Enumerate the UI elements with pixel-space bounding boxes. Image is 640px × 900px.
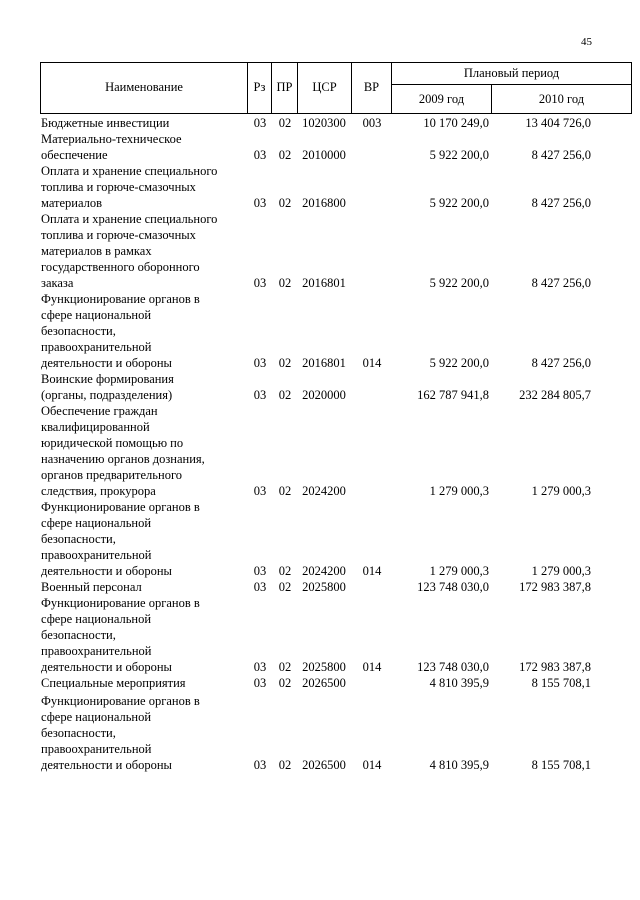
row-value-2009: 4 810 395,9 [429, 676, 489, 690]
table-row [40, 211, 632, 291]
row-name-line: обеспечение [41, 148, 108, 162]
row-rz: 03 [253, 484, 267, 498]
row-pr: 02 [278, 356, 292, 370]
row-pr: 02 [278, 196, 292, 210]
row-name-line: Функционирование органов в [41, 694, 200, 708]
row-name-line: правоохранительной [41, 548, 152, 562]
row-name-line: безопасности, [41, 726, 116, 740]
row-name-line: деятельности и обороны [41, 660, 172, 674]
row-name-line: деятельности и обороны [41, 564, 172, 578]
row-name-line: назначению органов дознания, [41, 452, 205, 466]
row-name-line: заказа [41, 276, 74, 290]
row-csr: 2025800 [302, 660, 346, 674]
row-rz: 03 [253, 758, 267, 772]
header-pr: ПР [276, 80, 293, 94]
row-name-line: материалов в рамках [41, 244, 152, 258]
table-row [40, 693, 632, 773]
row-name [40, 371, 246, 403]
row-pr: 02 [278, 758, 292, 772]
row-name [40, 131, 246, 163]
header-year-2009: 2009 год [418, 91, 465, 106]
row-value-2010: 8 427 256,0 [531, 356, 591, 370]
row-value-2010: 172 983 387,8 [519, 580, 591, 594]
header-bottom-border [40, 113, 632, 114]
row-rz: 03 [253, 676, 267, 690]
row-rz: 03 [253, 564, 267, 578]
table-row [40, 579, 632, 595]
row-value-2010: 8 427 256,0 [531, 148, 591, 162]
row-value-2010: 8 155 708,1 [531, 758, 591, 772]
row-name-line: сфере национальной [41, 710, 152, 724]
row-name [40, 291, 246, 371]
row-csr: 2016800 [302, 196, 346, 210]
row-name-line: сфере национальной [41, 308, 152, 322]
row-name-line: Оплата и хранение специального [41, 164, 218, 178]
row-name-line: топлива и горюче-смазочных [41, 180, 196, 194]
row-name [40, 675, 246, 691]
row-value-2009: 5 922 200,0 [429, 276, 489, 290]
row-vr: 014 [362, 758, 382, 772]
header-year-2010: 2010 год [538, 91, 585, 106]
row-value-2009: 4 810 395,9 [429, 758, 489, 772]
row-vr: 003 [362, 116, 382, 130]
row-name-line: деятельности и обороны [41, 356, 172, 370]
row-name-line: деятельности и обороны [41, 758, 172, 772]
row-pr: 02 [278, 564, 292, 578]
row-rz: 03 [253, 388, 267, 402]
row-vr: 014 [362, 660, 382, 674]
row-rz: 03 [253, 116, 267, 130]
row-name-line: Материально-техническое [41, 132, 182, 146]
row-name-line: государственного оборонного [41, 260, 200, 274]
row-name-line: безопасности, [41, 324, 116, 338]
row-rz: 03 [253, 356, 267, 370]
row-value-2009: 10 170 249,0 [423, 116, 489, 130]
row-name-line: Военный персонал [41, 580, 142, 594]
row-value-2009: 162 787 941,8 [417, 388, 489, 402]
row-pr: 02 [278, 388, 292, 402]
table-row [40, 291, 632, 371]
row-name-line: правоохранительной [41, 742, 152, 756]
row-name-line: (органы, подразделения) [41, 388, 173, 402]
row-name [40, 579, 246, 595]
row-rz: 03 [253, 148, 267, 162]
header-name: Наименование [105, 80, 183, 94]
row-csr: 2025800 [302, 580, 346, 594]
row-name [40, 211, 246, 291]
table-row [40, 115, 632, 131]
row-value-2010: 13 404 726,0 [525, 116, 591, 130]
row-name [40, 595, 246, 675]
row-value-2010: 1 279 000,3 [531, 564, 591, 578]
row-name-line: материалов [41, 196, 103, 210]
row-name-line: Обеспечение граждан [41, 404, 158, 418]
row-name-line: Функционирование органов в [41, 500, 200, 514]
row-csr: 2016801 [302, 356, 346, 370]
row-name-line: безопасности, [41, 628, 116, 642]
table-row [40, 675, 632, 691]
row-rz: 03 [253, 660, 267, 674]
row-name-line: Бюджетные инвестиции [41, 116, 170, 130]
row-pr: 02 [278, 276, 292, 290]
row-name [40, 403, 246, 499]
row-name-line: квалифицированной [41, 420, 150, 434]
row-name [40, 499, 246, 579]
row-value-2009: 5 922 200,0 [429, 196, 489, 210]
row-value-2010: 172 983 387,8 [519, 660, 591, 674]
row-pr: 02 [278, 116, 292, 130]
row-name-line: сфере национальной [41, 612, 152, 626]
row-name-line: Специальные мероприятия [41, 676, 186, 690]
row-vr: 014 [362, 356, 382, 370]
table-row [40, 163, 632, 211]
row-value-2009: 5 922 200,0 [429, 148, 489, 162]
row-name-line: Функционирование органов в [41, 596, 200, 610]
row-value-2009: 123 748 030,0 [417, 660, 489, 674]
header-csr: ЦСР [312, 80, 337, 94]
row-value-2009: 1 279 000,3 [429, 564, 489, 578]
row-value-2010: 8 427 256,0 [531, 276, 591, 290]
row-name-line: правоохранительной [41, 340, 152, 354]
row-rz: 03 [253, 276, 267, 290]
row-name-line: топлива и горюче-смазочных [41, 228, 196, 242]
row-csr: 1020300 [302, 116, 346, 130]
row-name [40, 115, 246, 131]
row-value-2009: 123 748 030,0 [417, 580, 489, 594]
row-name-line: сфере национальной [41, 516, 152, 530]
row-rz: 03 [253, 196, 267, 210]
row-name-line: следствия, прокурора [41, 484, 156, 498]
row-csr: 2016801 [302, 276, 346, 290]
row-csr: 2026500 [302, 758, 346, 772]
header-right-border [631, 62, 632, 114]
row-name-line: правоохранительной [41, 644, 152, 658]
row-name-line: юридической помощью по [41, 436, 184, 450]
row-name [40, 693, 246, 773]
table-row [40, 403, 632, 499]
row-pr: 02 [278, 580, 292, 594]
row-value-2009: 1 279 000,3 [429, 484, 489, 498]
table-row [40, 499, 632, 579]
table-row [40, 371, 632, 403]
table-row [40, 131, 632, 163]
row-value-2010: 8 427 256,0 [531, 196, 591, 210]
row-name-line: Функционирование органов в [41, 292, 200, 306]
row-pr: 02 [278, 148, 292, 162]
row-csr: 2020000 [302, 388, 346, 402]
page-number: 45 [581, 36, 592, 48]
table-body [40, 115, 632, 773]
header-rz: Рз [253, 80, 266, 94]
row-csr: 2024200 [302, 484, 346, 498]
row-rz: 03 [253, 580, 267, 594]
row-value-2010: 1 279 000,3 [531, 484, 591, 498]
row-value-2010: 232 284 805,7 [519, 388, 591, 402]
row-pr: 02 [278, 676, 292, 690]
row-pr: 02 [278, 484, 292, 498]
row-name-line: безопасности, [41, 532, 116, 546]
row-name [40, 163, 246, 211]
row-value-2010: 8 155 708,1 [531, 676, 591, 690]
row-value-2009: 5 922 200,0 [429, 356, 489, 370]
header-planned-period: Плановый период [463, 65, 560, 80]
row-name-line: Оплата и хранение специального [41, 212, 218, 226]
row-pr: 02 [278, 660, 292, 674]
row-csr: 2026500 [302, 676, 346, 690]
row-name-line: органов предварительного [41, 468, 183, 482]
table-row [40, 595, 632, 675]
header-vr: ВР [363, 80, 380, 94]
row-vr: 014 [362, 564, 382, 578]
row-name-line: Воинские формирования [41, 372, 174, 386]
table-header [40, 62, 632, 114]
row-csr: 2024200 [302, 564, 346, 578]
row-csr: 2010000 [302, 148, 346, 162]
